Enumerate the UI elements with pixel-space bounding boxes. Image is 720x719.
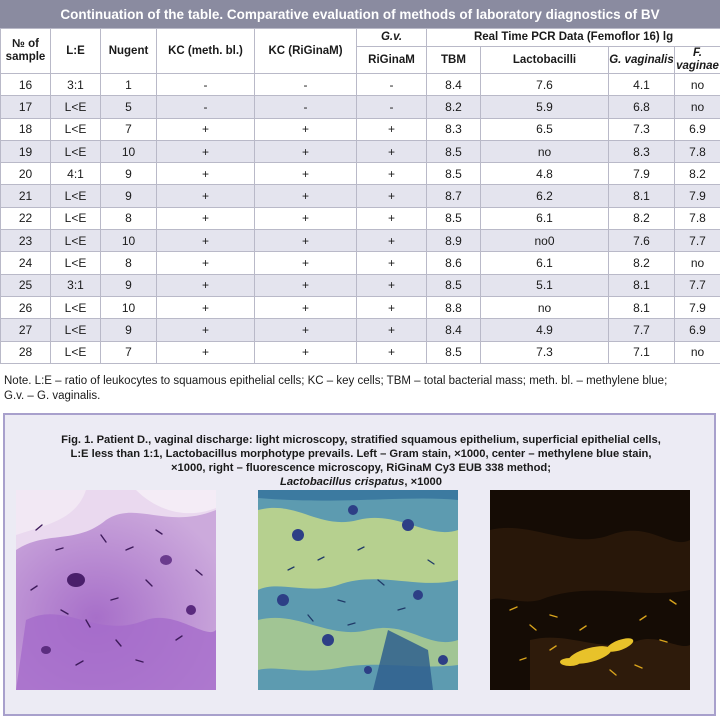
cell-nugent: 7 [101,118,157,140]
cell-lactobacilli: 6.2 [481,185,609,207]
cell-gv-riginam: + [357,207,427,229]
table-title: Continuation of the table. Comparative evaluation of methods of laboratory diagnostics of BV [0,0,720,28]
header-gv-group: G.v. [357,29,427,47]
cell-g-vaginalis: 8.3 [609,140,675,162]
cell-gv-riginam: + [357,296,427,318]
note-line-1: Note. L:E – ratio of leukocytes to squamous epithelial cells; KC – key cells; TBM – total bacterial mass; meth. bl. – methylene blue; [4,375,668,387]
cell-kc-riginam: + [255,163,357,185]
cell-lactobacilli: no0 [481,230,609,252]
cell-g-vaginalis: 6.8 [609,96,675,118]
cell-kc-meth: + [157,207,255,229]
cell-kc-riginam: + [255,319,357,341]
header-lactobacilli: Lactobacilli [481,47,609,74]
cell-gv-riginam: + [357,274,427,296]
header-g-vaginalis: G. vaginalis [609,47,675,74]
cell-gv-riginam: + [357,252,427,274]
cell-nugent: 1 [101,74,157,96]
cell-sample: 19 [1,140,51,162]
cell-tbm: 8.9 [427,230,481,252]
cell-gv-riginam: + [357,319,427,341]
cell-f-vaginae: no [675,252,720,274]
cell-sample: 26 [1,296,51,318]
cell-nugent: 9 [101,185,157,207]
cell-g-vaginalis: 7.6 [609,230,675,252]
cell-le: 3:1 [51,74,101,96]
cell-tbm: 8.5 [427,341,481,363]
table-row [1,96,720,118]
cell-nugent: 8 [101,252,157,274]
cell-tbm: 8.6 [427,252,481,274]
header-sample: № of sample [1,29,51,74]
cell-f-vaginae: 7.8 [675,140,720,162]
cell-lactobacilli: 4.8 [481,163,609,185]
header-pcr-group: Real Time PCR Data (Femoflor 16) lg [427,29,720,47]
table-body [1,74,720,364]
cell-kc-riginam: + [255,296,357,318]
table-row [1,252,720,274]
cell-tbm: 8.8 [427,296,481,318]
cell-lactobacilli: no [481,296,609,318]
cell-lactobacilli: 4.9 [481,319,609,341]
cell-le: L<E [51,230,101,252]
cell-sample: 21 [1,185,51,207]
cell-le: L<E [51,319,101,341]
cell-kc-meth: + [157,118,255,140]
cell-tbm: 8.4 [427,319,481,341]
cell-kc-meth: + [157,163,255,185]
cell-le: L<E [51,185,101,207]
cell-kc-meth: - [157,96,255,118]
cell-kc-riginam: + [255,140,357,162]
cell-lactobacilli: 6.1 [481,207,609,229]
table-row [1,296,720,318]
cell-sample: 20 [1,163,51,185]
micrograph-gram-stain [16,490,216,690]
cell-nugent: 10 [101,140,157,162]
cell-le: 4:1 [51,163,101,185]
cell-le: L<E [51,118,101,140]
cell-kc-meth: + [157,185,255,207]
cell-kc-riginam: + [255,185,357,207]
cell-f-vaginae: 7.9 [675,185,720,207]
cell-f-vaginae: 7.7 [675,274,720,296]
note-line-2: G.v. – G. vaginalis. [4,390,101,402]
caption-magnification: , ×1000 [404,476,442,488]
cell-f-vaginae: no [675,74,720,96]
cell-f-vaginae: 6.9 [675,319,720,341]
table-row [1,230,720,252]
cell-nugent: 7 [101,341,157,363]
header-le: L:E [51,29,101,74]
table-row [1,274,720,296]
cell-nugent: 5 [101,96,157,118]
table-row [1,140,720,162]
caption-species: Lactobacillus crispatus [280,476,405,488]
cell-sample: 16 [1,74,51,96]
cell-kc-riginam: + [255,341,357,363]
cell-lactobacilli: no [481,140,609,162]
cell-sample: 18 [1,118,51,140]
cell-g-vaginalis: 8.1 [609,185,675,207]
table-note [4,374,716,404]
cell-kc-riginam: + [255,207,357,229]
micrograph-methylene-blue [258,490,458,690]
cell-g-vaginalis: 8.2 [609,207,675,229]
cell-kc-meth: - [157,74,255,96]
caption-line-1: Fig. 1. Patient D., vaginal discharge: light microscopy, stratified squamous epithelium, superficial epithelial cells, [61,434,661,446]
table-row [1,185,720,207]
table-row [1,163,720,185]
header-f-vaginae: F. vaginae [676,47,719,72]
cell-f-vaginae: no [675,341,720,363]
cell-le: L<E [51,296,101,318]
cell-gv-riginam: - [357,74,427,96]
cell-f-vaginae: 7.7 [675,230,720,252]
table-row [1,74,720,96]
cell-f-vaginae: 6.9 [675,118,720,140]
cell-kc-meth: + [157,140,255,162]
cell-tbm: 8.3 [427,118,481,140]
cell-kc-meth: + [157,230,255,252]
caption-line-2: L:E less than 1:1, Lactobacillus morphotype prevails. Left – Gram stain, ×1000, center – methylene blue stain, [70,448,652,460]
cell-le: L<E [51,207,101,229]
header-kc-methylene-blue: KC (meth. bl.) [157,29,255,74]
cell-gv-riginam: + [357,140,427,162]
cell-lactobacilli: 7.3 [481,341,609,363]
cell-sample: 27 [1,319,51,341]
micrograph-fluorescence [490,490,690,690]
cell-kc-meth: + [157,341,255,363]
cell-lactobacilli: 7.6 [481,74,609,96]
cell-kc-meth: + [157,252,255,274]
caption-line-3: ×1000, right – fluorescence microscopy, RiGinaM Cy3 EUB 338 method; [171,462,551,474]
cell-le: L<E [51,140,101,162]
cell-sample: 17 [1,96,51,118]
table-row [1,319,720,341]
cell-tbm: 8.7 [427,185,481,207]
cell-kc-riginam: + [255,230,357,252]
cell-kc-riginam: + [255,274,357,296]
header-tbm: TBM [427,47,481,74]
cell-nugent: 8 [101,207,157,229]
cell-kc-riginam: - [255,74,357,96]
cell-g-vaginalis: 7.1 [609,341,675,363]
cell-g-vaginalis: 7.3 [609,118,675,140]
cell-gv-riginam: + [357,118,427,140]
cell-gv-riginam: + [357,341,427,363]
cell-lactobacilli: 6.5 [481,118,609,140]
cell-tbm: 8.5 [427,163,481,185]
cell-f-vaginae: 8.2 [675,163,720,185]
bv-diagnostics-table [0,28,720,364]
cell-kc-riginam: + [255,252,357,274]
cell-kc-meth: + [157,296,255,318]
cell-tbm: 8.5 [427,274,481,296]
cell-lactobacilli: 5.1 [481,274,609,296]
cell-g-vaginalis: 8.1 [609,274,675,296]
cell-sample: 23 [1,230,51,252]
cell-g-vaginalis: 7.9 [609,163,675,185]
figure-caption [25,433,697,489]
cell-lactobacilli: 6.1 [481,252,609,274]
cell-lactobacilli: 5.9 [481,96,609,118]
cell-tbm: 8.5 [427,140,481,162]
cell-g-vaginalis: 8.1 [609,296,675,318]
header-nugent: Nugent [101,29,157,74]
cell-kc-meth: + [157,274,255,296]
cell-nugent: 9 [101,319,157,341]
cell-le: L<E [51,252,101,274]
cell-tbm: 8.2 [427,96,481,118]
cell-gv-riginam: + [357,163,427,185]
cell-sample: 28 [1,341,51,363]
cell-nugent: 10 [101,296,157,318]
cell-f-vaginae: 7.9 [675,296,720,318]
cell-gv-riginam: + [357,185,427,207]
cell-f-vaginae: 7.8 [675,207,720,229]
cell-gv-riginam: - [357,96,427,118]
cell-g-vaginalis: 8.2 [609,252,675,274]
figure-panel [3,413,716,716]
cell-sample: 22 [1,207,51,229]
header-gv-riginam: RiGinaM [357,47,427,74]
cell-tbm: 8.4 [427,74,481,96]
cell-g-vaginalis: 4.1 [609,74,675,96]
cell-nugent: 9 [101,274,157,296]
cell-nugent: 9 [101,163,157,185]
cell-g-vaginalis: 7.7 [609,319,675,341]
cell-kc-riginam: + [255,118,357,140]
cell-sample: 24 [1,252,51,274]
cell-kc-riginam: - [255,96,357,118]
caption-line-4 [25,475,697,489]
cell-tbm: 8.5 [427,207,481,229]
table-row [1,341,720,363]
table-row [1,118,720,140]
table-row [1,207,720,229]
cell-f-vaginae: no [675,96,720,118]
cell-le: L<E [51,341,101,363]
cell-kc-meth: + [157,319,255,341]
cell-gv-riginam: + [357,230,427,252]
cell-nugent: 10 [101,230,157,252]
cell-sample: 25 [1,274,51,296]
cell-le: 3:1 [51,274,101,296]
header-kc-riginam: KC (RiGinaM) [255,29,357,74]
cell-le: L<E [51,96,101,118]
